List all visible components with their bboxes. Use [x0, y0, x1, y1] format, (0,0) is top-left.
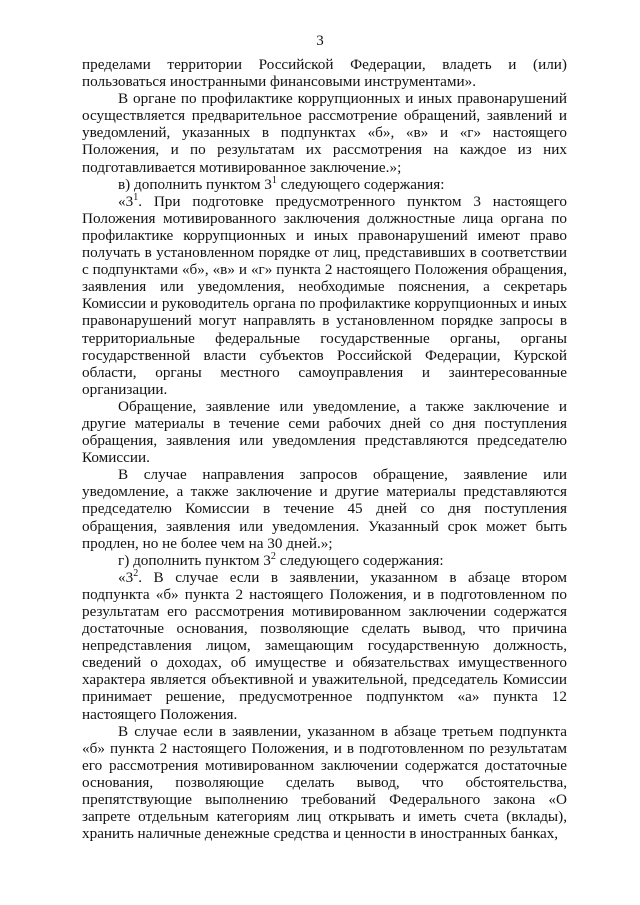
paragraph-submission-seven-days: Обращение, заявление или уведомление, а также заключение и другие материалы в течение семи рабочих дней со дня поступления обращения, заявления или уведомления представляются председателю Комиссии.	[82, 397, 567, 467]
paragraph-text: г) дополнить пунктом 3	[118, 551, 271, 569]
paragraph-clause-3-2	[82, 569, 567, 723]
paragraph-preliminary-review: В органе по профилактике коррупционных и иных правонарушений осуществляется предварительное рассмотрение обращений, заявлений и уведомлений, указанных в подпунктах «б», «в» и «г» настоящего Положения, и по результатам их рассмотрения на каждое из них подготавливается мотивированное заключение.»;	[82, 90, 567, 176]
paragraph-text: следующего содержания:	[275, 551, 444, 569]
superscript: 2	[133, 567, 139, 579]
paragraph-clause-3-1	[82, 193, 567, 398]
paragraph-amend-item-g	[82, 552, 567, 569]
paragraph-text: . При подготовке предусмотренного пунктом 3 настоящего Положения мотивированного заключения должностные лица органа по профилактике коррупционных и иных правонарушений имеют право получать в установленном порядке от лиц, представивших в соответствии с подпунктами «б», «в» и «г» пункта 2 настоящего Положения обращения, заявления или уведомления, необходимые пояснения, а секретарь Комиссии и руководитель органа по профилактике коррупционных и иных правонарушений могут направлять в установленном порядке запросы в территориальные федеральные государственные органы, органы государственной власти субъектов Российской Федерации, Курской области, органы местного самоуправления и заинтересованные организации.	[82, 192, 567, 398]
paragraph-third-subparagraph-case: В случае если в заявлении, указанном в абзаце третьем подпункта «б» пункта 2 настоящего Положения, и в подготовленном по результатам его рассмотрения мотивированном заключении содержатся достаточные основания, позволяющие сделать вывод, что обстоятельства, препятствующие выполнению требований Федерального закона «О запрете отдельным категориям лиц открывать и иметь счета (вклады), хранить наличные денежные средства и ценности в иностранных банках,	[82, 722, 567, 843]
superscript: 2	[270, 550, 276, 562]
paragraph-text: следующего содержания:	[276, 175, 445, 193]
paragraph-amend-item-v	[82, 176, 567, 193]
page-number: 3	[316, 33, 324, 49]
paragraph-text: . В случае если в заявлении, указанном в абзаце втором подпункта «б» пункта 2 настоящего Положения, и в подготовленном по результатам его рассмотрения мотивированном заключении содержатся достаточные основания, позволяющие сделать вывод, что причина непредставления лицом, замещающим государственную должность, сведений о доходах, об имуществе и обязательствах имущественного характера является объективной и уважительной, председатель Комиссии принимает решение, предусмотренное подпунктом «а» пункта 12 настоящего Положения.	[82, 568, 567, 723]
paragraph-continuation: пределами территории Российской Федерации, владеть и (или) пользоваться иностранными финансовыми инструментами».	[82, 56, 567, 91]
paragraph-text: «3	[118, 568, 134, 586]
superscript: 1	[133, 191, 139, 203]
superscript: 1	[271, 174, 277, 186]
document-body	[82, 56, 567, 842]
paragraph-text: «3	[118, 192, 134, 210]
paragraph-text: в) дополнить пунктом 3	[118, 175, 272, 193]
paragraph-submission-45-days: В случае направления запросов обращение, заявление или уведомление, а также заключение и другие материалы представляются председателю Комиссии в течение 45 дней со дня поступления обращения, заявления или уведомления. Указанный срок может быть продлен, но не более чем на 30 дней.»;	[82, 466, 567, 552]
